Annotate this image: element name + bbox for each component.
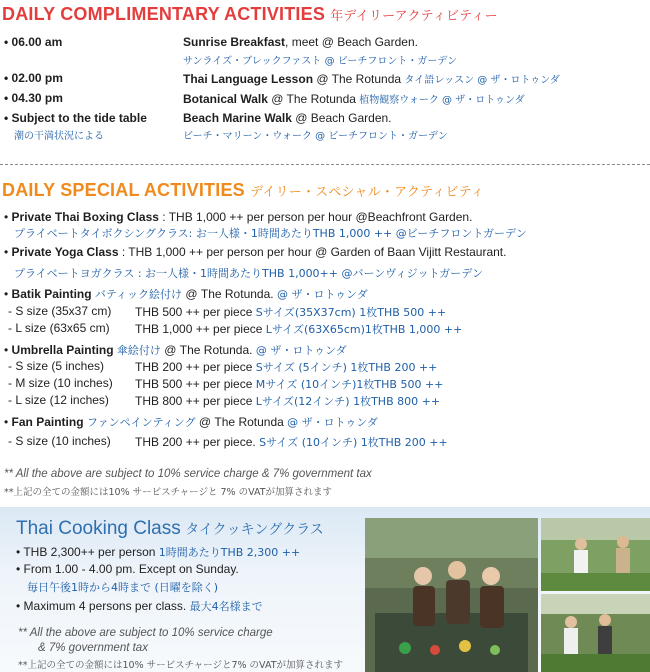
list-item-time: • 04.30 pm: [4, 91, 63, 105]
list-item-time-jp: 潮の干満状況による: [14, 131, 104, 142]
special-title: DAILY SPECIAL ACTIVITIES デイリー・スペシャル・アクティビティ: [2, 180, 485, 200]
cooking-time: • From 1.00 - 4.00 pm. Except on Sunday.: [16, 562, 239, 576]
fan-row: - S size (10 inches): [8, 434, 111, 448]
boxing-item-jp: プライベートタイボクシングクラス: お一人様・1時間あたりTHB 1,000 ++ @ビーチフロントガーデン: [14, 227, 527, 240]
list-item-jp: サンライズ・ブレックファスト @ ビーチフロント・ガーデン: [183, 56, 458, 67]
cooking-title: Thai Cooking Class タイクッキングクラス: [16, 518, 324, 539]
cooking-note-jp: **上記の全ての金額には10% サービスチャージと7% のVATが加算されます: [18, 660, 344, 671]
cooking-photo-main: [365, 518, 538, 672]
batik-row: - S size (35x37 cm): [8, 304, 112, 318]
list-item: Sunrise Breakfast, meet @ Beach Garden.: [183, 35, 418, 49]
list-item-jp: ビーチ・マリーン・ウォーク @ ビーチフロント・ガーデン: [183, 131, 448, 142]
special-note: ** All the above are subject to 10% service charge & 7% government tax: [4, 468, 372, 480]
boxing-item: • Private Thai Boxing Class : THB 1,000 ++ per person per hour @Beachfront Garden.: [4, 210, 473, 224]
yoga-item: • Private Yoga Class : THB 1,000 ++ per person per hour @ Garden of Baan Vijitt Restaurant.: [4, 245, 507, 259]
section-divider: [0, 164, 650, 165]
umbrella-row-price: THB 800 ++ per piece Lサイズ(12インチ) 1枚THB 800 ++: [135, 394, 441, 408]
cooking-photo-market: [541, 594, 650, 672]
yoga-item-jp: プライベートヨガクラス : お一人様・1時間あたりTHB 1,000++ @バーンヴィジットガーデン: [14, 267, 484, 280]
umbrella-row-price: THB 200 ++ per piece Sサイズ (5インチ) 1枚THB 200 ++: [135, 360, 438, 374]
fan-item: • Fan Painting ファンペインティング @ The Rotunda @ ザ・ロトゥンダ: [4, 415, 378, 429]
batik-row-price: THB 500 ++ per piece Sサイズ(35X37cm) 1枚THB 500 ++: [135, 305, 447, 319]
list-item: Thai Language Lesson @ The Rotunda タイ語レッスン @ ザ・ロトゥンダ: [183, 72, 560, 86]
cooking-time-jp: 毎日午後1時から4時まで (日曜を除く): [27, 581, 219, 594]
cooking-max: • Maximum 4 persons per class. 最大4名様まで: [16, 599, 263, 613]
cooking-note: ** All the above are subject to 10% service charge: [18, 627, 273, 639]
umbrella-row-price: THB 500 ++ per piece Mサイズ (10インチ)1枚THB 500 ++: [135, 377, 444, 391]
fan-row-price: THB 200 ++ per piece. Sサイズ (10インチ) 1枚THB 200 ++: [135, 435, 448, 449]
umbrella-item: • Umbrella Painting 傘絵付け @ The Rotunda. @ ザ・ロトゥンダ: [4, 343, 347, 357]
special-note-jp: **上記の全ての金額には10% サービスチャージと 7% のVATが加算されます: [4, 487, 333, 498]
list-item-time: • Subject to the tide table: [4, 111, 147, 125]
cooking-price: • THB 2,300++ per person 1時間あたりTHB 2,300 ++: [16, 545, 301, 559]
batik-row: - L size (63x65 cm): [8, 321, 110, 335]
umbrella-row: - L size (12 inches): [8, 393, 109, 407]
special-title-jp: デイリー・スペシャル・アクティビティ: [250, 185, 485, 200]
umbrella-row: - M size (10 inches): [8, 376, 113, 390]
umbrella-row: - S size (5 inches): [8, 359, 105, 373]
list-item: Beach Marine Walk @ Beach Garden.: [183, 111, 392, 125]
list-item-time: • 06.00 am: [4, 35, 63, 49]
list-item-time: • 02.00 pm: [4, 71, 63, 85]
list-item: Botanical Walk @ The Rotunda 植物観察ウォーク @ ザ・ロトゥンダ: [183, 92, 525, 106]
complimentary-title: DAILY COMPLIMENTARY ACTIVITIES 年デイリーアクティビティー: [2, 4, 498, 24]
complimentary-title-jp: 年デイリーアクティビティー: [330, 9, 498, 24]
batik-row-price: THB 1,000 ++ per piece Lサイズ(63X65cm)1枚THB 1,000 ++: [135, 322, 463, 336]
batik-item: • Batik Painting バティック絵付け @ The Rotunda. @ ザ・ロトゥンダ: [4, 287, 368, 301]
cooking-photo-garden: [541, 518, 650, 591]
cooking-note-2: & 7% government tax: [38, 642, 148, 654]
